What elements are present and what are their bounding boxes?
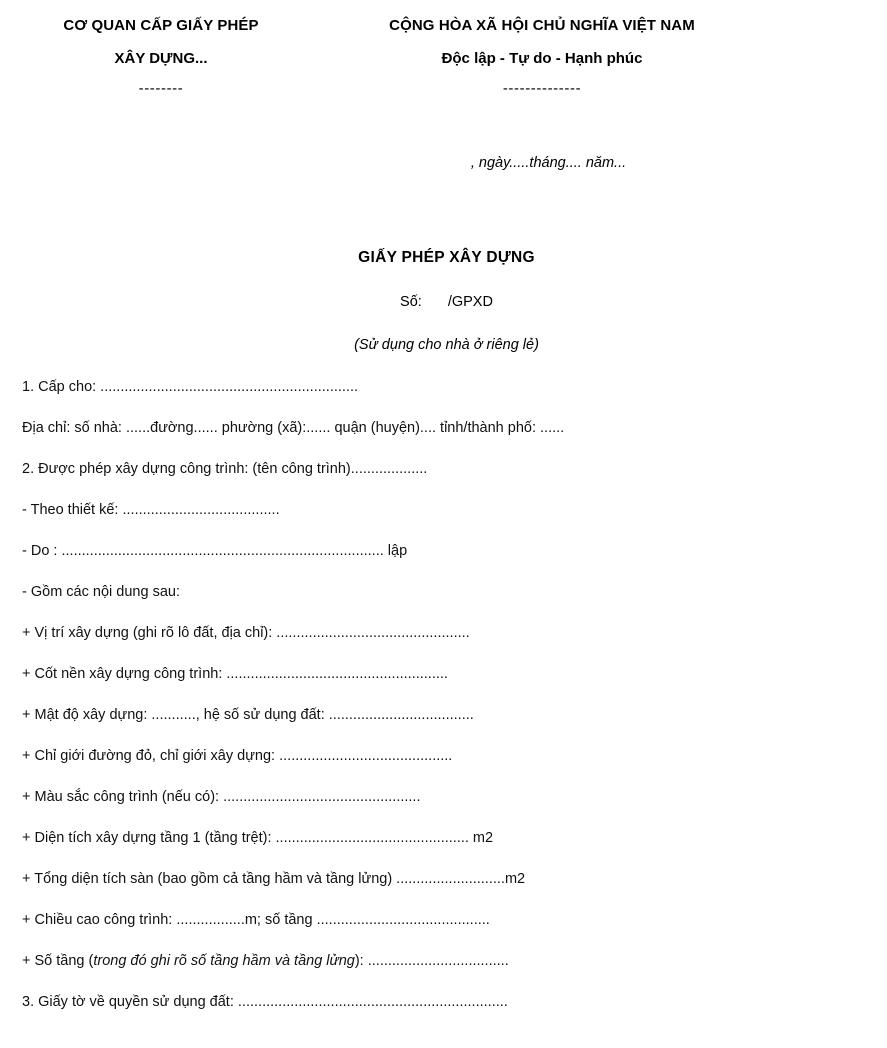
- document-body: [22, 378, 882, 1034]
- document-body-line: [22, 993, 882, 1034]
- document-body-line: [22, 747, 882, 788]
- issuing-authority-rule: --------: [138, 79, 184, 97]
- national-name: CỘNG HÒA XÃ HỘI CHỦ NGHĨA VIỆT NAM: [389, 17, 695, 34]
- document-body-line: [22, 378, 882, 419]
- document-body-line: [22, 542, 882, 583]
- document-body-line: [22, 911, 882, 952]
- document-body-line: [22, 419, 882, 460]
- body-line-italic-note: trong đó ghi rõ số tầng hầm và tầng lửng: [93, 953, 355, 969]
- page-title: [0, 249, 887, 267]
- masthead: [0, 18, 887, 96]
- issuing-authority-line2: XÂY DỰNG...: [114, 49, 208, 67]
- page-subtitle-text: (Sử dụng cho nhà ở riêng lẻ): [354, 337, 539, 353]
- document-body-line: [22, 829, 882, 870]
- document-number-group: [400, 294, 493, 310]
- body-line-text: - Gồm các nội dung sau:: [22, 584, 180, 600]
- date-placeholder-line: [0, 155, 887, 171]
- body-line-text: + Chỉ giới đường đỏ, chỉ giới xây dựng: ...........................................: [22, 748, 453, 764]
- document-body-line: [22, 583, 882, 624]
- body-line-text: + Diện tích xây dựng tầng 1 (tầng trệt): ................................................ m2: [22, 830, 494, 846]
- document-body-line: [22, 501, 882, 542]
- document-body-line: [22, 952, 882, 993]
- document-number-label: Số:: [400, 294, 422, 310]
- body-line-text: 2. Được phép xây dựng công trình: (tên công trình)...................: [22, 461, 428, 477]
- body-line-text: + Tổng diện tích sàn (bao gồm cả tầng hầm và tầng lửng) ...........................m2: [22, 871, 526, 887]
- masthead-national-heading: [322, 18, 762, 96]
- date-placeholder-text: , ngày.....tháng.... năm...: [470, 155, 627, 171]
- document-body-line: [22, 706, 882, 747]
- body-line-text-tail: ): ...................................: [354, 953, 509, 969]
- page-title-text: GIẤY PHÉP XÂY DỰNG: [358, 249, 535, 266]
- document-number-value: /GPXD: [447, 294, 493, 310]
- body-line-text: Địa chỉ: số nhà: ......đường...... phường (xã):...... quận (huyện).... tỉnh/thành phố: ......: [22, 420, 565, 436]
- document-body-line: [22, 624, 882, 665]
- masthead-issuing-authority: [0, 18, 322, 96]
- body-line-text: - Theo thiết kế: .......................................: [22, 502, 280, 518]
- issuing-authority-line1: CƠ QUAN CẤP GIẤY PHÉP: [63, 17, 259, 34]
- body-line-text: 1. Cấp cho: ................................................................: [22, 379, 359, 395]
- page-subtitle: [0, 337, 887, 353]
- document-body-line: [22, 460, 882, 501]
- document-body-line: [22, 870, 882, 911]
- body-line-text: + Vị trí xây dựng (ghi rõ lô đất, địa chỉ): ................................................: [22, 625, 470, 641]
- document-body-line: [22, 788, 882, 829]
- national-rule: --------------: [502, 79, 582, 97]
- body-line-text: + Màu sắc công trình (nếu có): .................................................: [22, 789, 421, 805]
- body-line-text: + Số tầng (: [22, 953, 94, 969]
- body-line-text: + Cốt nền xây dựng công trình: .......................................................: [22, 666, 448, 682]
- body-line-text: - Do : ................................................................................ lập: [22, 543, 408, 559]
- body-line-text: + Mật độ xây dựng: ..........., hệ số sử dụng đất: ....................................: [22, 707, 474, 723]
- national-motto: Độc lập - Tự do - Hạnh phúc: [441, 49, 643, 67]
- document-body-line: [22, 665, 882, 706]
- body-line-text: 3. Giấy tờ về quyền sử dụng đất: ...................................................................: [22, 994, 508, 1010]
- document-number-line: [0, 294, 887, 310]
- body-line-text: + Chiều cao công trình: .................m; số tầng ...........................................: [22, 912, 490, 928]
